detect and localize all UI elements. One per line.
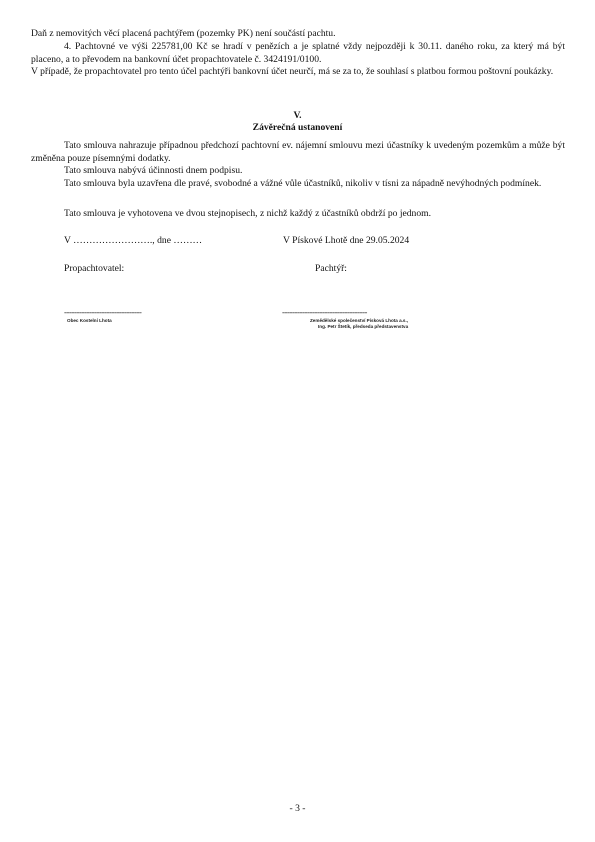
page-number: - 3 - [289,803,306,814]
lessor-signature-line: ------------------------------- [64,307,142,317]
section-title: Závěrečná ustanovení [252,122,343,133]
final-clause-4: Tato smlouva je vyhotovena ve dvou stejnopisech, z nichž každý z účastníků obdrží po jednom. [64,208,431,219]
signing-place-left: V ……………………., dne ……… [64,235,203,246]
tax-paragraph: Daň z nemovitých věcí placená pachtýřem (pozemky PK) není součástí pachtu. [31,28,336,39]
final-clause-2: Tato smlouva nabývá účinnosti dnem podpisu. [64,165,243,176]
payment-paragraph: V případě, že propachtovatel pro tento účel pachtýři bankovní účet neurčí, má se za to, že souhlasí s platbou formou poštovní poukázky. [31,66,554,77]
final-clause-3: Tato smlouva byla uzavřena dle pravé, svobodné a vážné vůle účastníků, nikoliv v tísni za nápadně nevýhodných podmínek. [64,178,542,189]
lessee-name-company: Zemědělské společenství Písková Lhota a.s., [310,318,409,323]
final-clause-1: Tato smlouva nahrazuje případnou předchozí pachtovní ev. nájemní smlouvu mezi účastníky k uvedeným pozemkům a může být změněna pouze písemnými dodatky. [31,140,565,164]
lessor-label: Propachtovatel: [64,263,125,274]
section-number: V. [293,110,302,121]
signing-place-right: V Pískové Lhotě dne 29.05.2024 [283,235,410,246]
lessee-signature-line: ---------------------------------- [282,307,367,317]
rent-paragraph: 4. Pachtovné ve výši 225781,00 Kč se hradí v penězích a je splatné vždy nejpozději k 30.11. daného roku, za který má být placeno, a to převodem na bankovní účet propachtovatele č. 3424191/0100. [31,41,565,65]
lessee-name-representative: Ing. Petr Štetík, předseda představenstva [318,324,409,329]
lessee-label: Pachtýř: [315,263,347,274]
lessor-name: Obec Kostelní Lhota [67,318,112,323]
